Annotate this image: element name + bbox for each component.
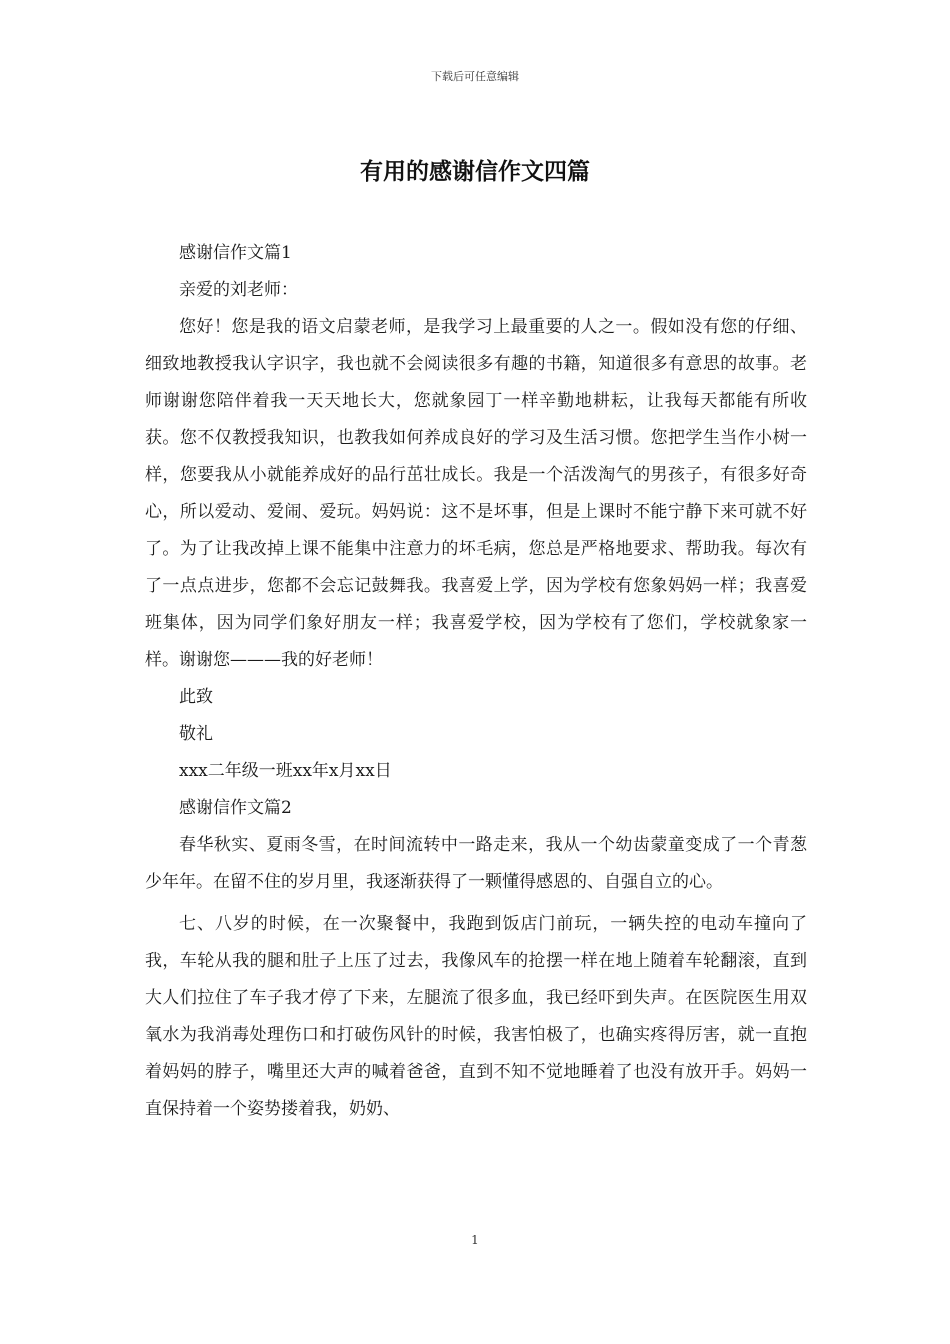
letter-signature: xxx二年级一班xx年x月xx日 [179, 761, 392, 781]
document-body [145, 235, 807, 1128]
header-note: 下载后可任意编辑 [431, 70, 519, 83]
section-heading-1: 感谢信作文篇1 [179, 243, 292, 263]
letter-closing-regards: 敬礼 [179, 724, 213, 744]
page-number: 1 [471, 1233, 479, 1247]
document-title: 有用的感谢信作文四篇 [360, 158, 590, 185]
letter-closing: 此致 [179, 687, 213, 707]
section-heading-2: 感谢信作文篇2 [179, 798, 292, 818]
paragraph: 您好！您是我的语文启蒙老师，是我学习上最重要的人之一。假如没有您的仔细、细致地教授我认字识字，我也就不会阅读很多有趣的书籍，知道很多有意思的故事。老师谢谢您陪伴着我一天天地长大，您就象园丁一样辛勤地耕耘，让我每天都能有所收获。您不仅教授我知识，也教我如何养成良好的学习及生活习惯。您把学生当作小树一样，您要我从小就能养成好的品行茁壮成长。我是一个活泼淘气的男孩子，有很多好奇心，所以爱动、爱闹、爱玩。妈妈说：这不是坏事，但是上课时不能宁静下来可就不好了。为了让我改掉上课不能集中注意力的坏毛病，您总是严格地要求、帮助我。每次有了一点点进步，您都不会忘记鼓舞我。我喜爱上学，因为学校有您象妈妈一样；我喜爱班集体，因为同学们象好朋友一样；我喜爱学校，因为学校有了您们，学校就象家一样。谢谢您———我的好老师！ [145, 317, 807, 670]
letter-salutation: 亲爱的刘老师： [179, 280, 298, 300]
paragraph: 七、八岁的时候，在一次聚餐中，我跑到饭店门前玩，一辆失控的电动车撞向了我，车轮从我的腿和肚子上压了过去，我像风车的抢摆一样在地上随着车轮翻滚，直到大人们拉住了车子我才停了下来，左腿流了很多血，我已经吓到失声。在医院医生用双氧水为我消毒处理伤口和打破伤风针的时候，我害怕极了，也确实疼得厉害，就一直抱着妈妈的脖子，嘴里还大声的喊着爸爸，直到不知不觉地睡着了也没有放开手。妈妈一直保持着一个姿势搂着我，奶奶、 [145, 914, 807, 1119]
paragraph: 春华秋实、夏雨冬雪，在时间流转中一路走来，我从一个幼齿蒙童变成了一个青葱少年年。在留不住的岁月里，我逐渐获得了一颗懂得感恩的、自强自立的心。 [145, 835, 807, 892]
